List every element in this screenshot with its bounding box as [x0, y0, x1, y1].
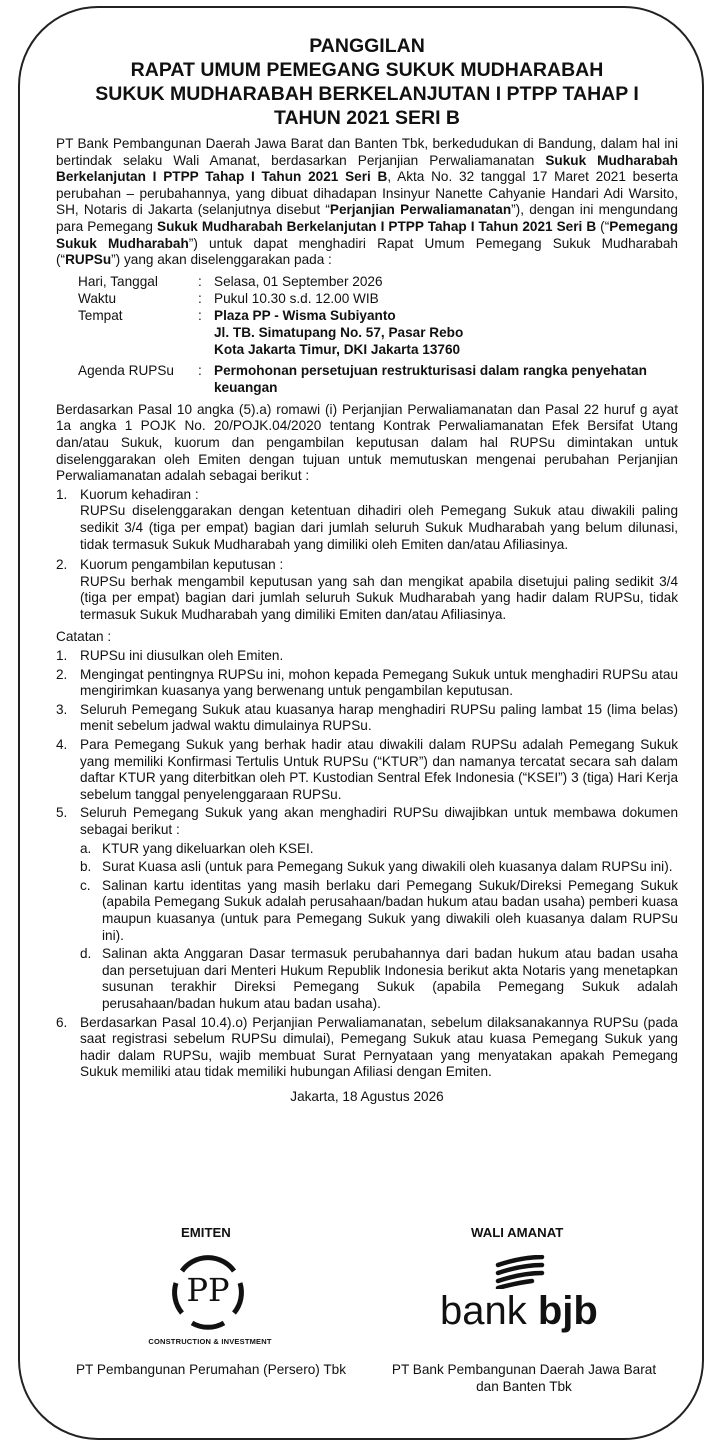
title-line-2: RAPAT UMUM PEMEGANG SUKUK MUDHARABAH	[130, 59, 604, 81]
day-label: Hari, Tanggal	[78, 273, 158, 289]
item-number: 5.	[56, 805, 68, 821]
document-item	[80, 878, 678, 944]
note-text: Seluruh Pemegang Sukuk yang akan menghadiri RUPSu diwajibkan untuk membawa dokumen sebagai berikut :	[80, 805, 678, 837]
intro-text-1: PT Bank Pembangunan Daerah Jawa Barat dan Banten Tbk, berkedudukan di Bandung, dalam hal ini bertindak selaku Wali Amanat, berdasarkan Perjanjian Perwaliamanatan	[56, 136, 678, 168]
quorum-text: RUPSu berhak mengambil keputusan yang sah dan mengikat apabila disetujui paling sedikit 3/4 (tiga per empat) bagian dari jumlah seluruh Sukuk Mudharabah yang hadir dalam RUPSu, tidak termasuk Sukuk Mudharabah yang dimiliki Emiten dan/atau Afiliasinya.	[80, 573, 678, 622]
intro-bold-5: RUPSu	[65, 252, 112, 268]
sub-item-letter: a.	[80, 840, 92, 856]
document-text: Surat Kuasa asli (untuk para Pemegang Sukuk yang diwakili oleh kuasanya dalam RUPSu ini).	[102, 859, 673, 875]
note-item	[56, 805, 678, 1012]
item-number: 2.	[56, 666, 68, 682]
place-line-3: Kota Jakarta Timur, DKI Jakarta 13760	[214, 341, 461, 357]
bjb-logo-text	[440, 1289, 598, 1333]
item-number: 4.	[56, 737, 68, 753]
intro-text-6: ”) yang akan diselenggarakan pada :	[111, 252, 332, 268]
separator: :	[198, 273, 202, 289]
schedule-row-time	[78, 290, 678, 307]
quorum-heading: Kuorum kehadiran :	[80, 486, 199, 502]
bjb-logo-word-bank: bank	[440, 1289, 527, 1333]
note-body	[80, 805, 678, 1012]
trustee-company-name	[374, 1361, 674, 1395]
issuer-company-name: PT Pembangunan Perumahan (Persero) Tbk	[75, 1362, 346, 1377]
trustee-name-line-2: dan Banten Tbk	[476, 1379, 572, 1394]
agenda-label: Agenda RUPSu	[78, 362, 174, 378]
note-text: RUPSu ini diusulkan oleh Emiten.	[80, 648, 284, 664]
quorum-item	[56, 557, 678, 623]
bjb-logo-word-bjb: bjb	[537, 1289, 598, 1333]
document-text: KTUR yang dikeluarkan oleh KSEI.	[102, 840, 314, 856]
time-label: Waktu	[78, 290, 117, 306]
note-text: Mengingat pentingnya RUPSu ini, mohon kepada Pemegang Sukuk untuk menghadiri RUPSu atau mengirimkan kuasanya yang berwenang untuk pengambilan keputusan.	[80, 666, 678, 699]
note-text: Berdasarkan Pasal 10.4).o) Perjanjian Perwaliamanatan, sebelum dilaksanakannya RUPSu (pada saat registrasi sebelum RUPSu dimulai), Pemegang Sukuk atau kuasa Pemegang Sukuk yang hadir dalam RUPSu, wajib membuat Surat Pernyataan yang menyatakan apakah Pemegang Sukuk memiliki atau tidak memiliki hubungan Afiliasi dengan Emiten.	[80, 1014, 678, 1080]
intro-text-4: (“	[596, 218, 610, 234]
document-item	[80, 946, 678, 1012]
schedule-row-place	[78, 307, 678, 358]
notes-list	[56, 648, 678, 1081]
note-item	[56, 667, 678, 700]
announcement-title	[56, 34, 678, 130]
intro-text-2: , Akta No. 32 tanggal 17 Maret 2021 beserta perubahan – perubahannya, yang dibuat dihadapan Insinyur Nanette Cahyanie Handari Adi Warsito, SH, Notaris di Jakarta (selanjutnya disebut “	[56, 169, 679, 218]
bjb-logo-stripes-icon	[492, 1255, 548, 1289]
pp-logo	[168, 1251, 248, 1333]
intro-bold-2: Perjanjian Perwaliamanatan	[329, 202, 512, 218]
intro-text-5: ”) untuk dapat menghadiri Rapat Umum Pemegang Sukuk Mudharabah (“	[56, 235, 678, 268]
sub-item-letter: b.	[80, 859, 92, 875]
intro-text-3: ”), dengan ini mengundang para Pemegang	[56, 202, 678, 234]
item-number: 6.	[56, 1014, 68, 1030]
document-text: Salinan kartu identitas yang masih berlaku dari Pemegang Sukuk/Direksi Pemegang Sukuk (apabila Pemegang Sukuk adalah perusahaan/badan hukum atau badan usaha) pemberi kuasa maupun kuasanya (untuk para Pemegang Sukuk yang diwakili oleh kuasanya dalam RUPSu ini).	[102, 877, 678, 943]
trustee-name-line-1: PT Bank Pembangunan Daerah Jawa Barat	[391, 1362, 657, 1377]
note-item	[56, 737, 678, 803]
intro-bold-3: Sukuk Mudharabah Berkelanjutan I PTPP Tahap I Tahun 2021 Seri B	[157, 218, 597, 234]
separator: :	[198, 307, 202, 323]
sub-item-letter: c.	[80, 877, 91, 893]
note-text: Seluruh Pemegang Sukuk atau kuasanya harap menghadiri RUPSu paling lambat 15 (lima belas) menit sebelum jadwal waktu dimulainya RUPSu.	[80, 701, 678, 734]
quorum-item	[56, 487, 678, 553]
item-number: 1.	[56, 486, 68, 502]
schedule-row-day	[78, 273, 678, 290]
day-value: Selasa, 01 September 2026	[214, 273, 383, 289]
place-value	[214, 307, 678, 358]
item-number: 3.	[56, 701, 68, 717]
issuer-label: EMITEN	[181, 1225, 231, 1240]
intro-bold-4: Pemegang Sukuk Mudharabah	[56, 218, 678, 251]
announcement-content	[56, 34, 678, 1106]
pp-logo-text: PP	[186, 1271, 230, 1309]
separator: :	[198, 362, 202, 378]
trustee-label: WALI AMANAT	[471, 1225, 564, 1240]
meeting-schedule	[78, 273, 678, 396]
note-item	[56, 702, 678, 735]
place-line-2: Jl. TB. Simatupang No. 57, Pasar Rebo	[214, 324, 464, 340]
item-number: 1.	[56, 648, 68, 664]
time-value: Pukul 10.30 s.d. 12.00 WIB	[214, 290, 379, 306]
document-text: Salinan akta Anggaran Dasar termasuk perubahannya dari badan hukum atau badan usaha dan persetujuan dari Menteri Hukum Republik Indonesia berikut akta Notaris yang menetapkan susunan terakhir Direksi Pemegang Sukuk (apabila Pemegang Sukuk adalah perusahaan/badan hukum atau badan usaha).	[102, 946, 678, 1011]
signature-section	[0, 1225, 724, 1445]
agenda-value: Permohonan persetujuan restrukturisasi dalam rangka penyehatan keuangan	[214, 362, 647, 395]
note-item	[56, 1015, 678, 1081]
quorum-list	[56, 487, 678, 624]
quorum-basis-paragraph: Berdasarkan Pasal 10 angka (5).a) romawi (i) Perjanjian Perwaliamanatan dan Pasal 22 huruf g ayat 1a angka 1 POJK No. 20/POJK.04/2020 tentang Kontrak Perwaliamanatan Efek Bersifat Utang dan/atau Sukuk, kuorum dan pengambilan keputusan dalam hal RUPSu dimintakan untuk diselenggarakan oleh Emiten dengan tujuan untuk memutuskan mengenai perubahan Perjanjian Perwaliamanatan adalah sebagai berikut :	[56, 401, 678, 484]
title-line-3: SUKUK MUDHARABAH BERKELANJUTAN I PTPP TAHAP I	[95, 83, 639, 105]
note-text: Para Pemegang Sukuk yang berhak hadir atau diwakili dalam RUPSu adalah Pemegang Sukuk yang memiliki Konfirmasi Tertulis Untuk RUPSu (“KTUR”) dan namanya tercatat secara sah dalam daftar KTUR yang diterbitkan oleh PT. Kustodian Sentral Efek Indonesia (“KSEI”) 3 (tiga) Hari Kerja sebelum tanggal penyelenggaraan RUPSu.	[80, 737, 678, 802]
separator: :	[198, 290, 202, 306]
title-line-1: PANGGILAN	[309, 35, 425, 57]
note-item	[56, 648, 678, 665]
title-line-4: TAHUN 2021 SERI B	[273, 107, 461, 129]
announcement-date: Jakarta, 18 Agustus 2026	[290, 1088, 444, 1104]
place-label: Tempat	[78, 307, 123, 323]
quorum-heading: Kuorum pengambilan keputusan :	[80, 557, 284, 573]
item-body	[80, 557, 678, 623]
item-number: 2.	[56, 557, 68, 573]
sub-item-letter: d.	[80, 946, 92, 962]
schedule-row-agenda	[78, 358, 678, 396]
document-item	[80, 859, 678, 876]
notes-heading: Catatan :	[56, 629, 112, 645]
quorum-text: RUPSu diselenggarakan dengan ketentuan dihadiri oleh Pemegang Sukuk atau diwakili paling sedikit 3/4 (tiga per empat) bagian dari jumlah seluruh Sukuk Mudharabah yang belum dilunasi, tidak termasuk Sukuk Mudharabah yang dimiliki oleh Emiten dan/atau Afiliasinya.	[80, 503, 678, 552]
intro-paragraph	[56, 136, 678, 269]
item-body	[80, 487, 678, 553]
intro-bold-1: Sukuk Mudharabah Berkelanjutan I PTPP Tahap I Tahun 2021 Seri B	[56, 152, 678, 185]
place-line-1: Plaza PP - Wisma Subiyanto	[214, 307, 396, 323]
document-item	[80, 841, 678, 858]
pp-logo-tagline: CONSTRUCTION & INVESTMENT	[148, 1337, 272, 1346]
